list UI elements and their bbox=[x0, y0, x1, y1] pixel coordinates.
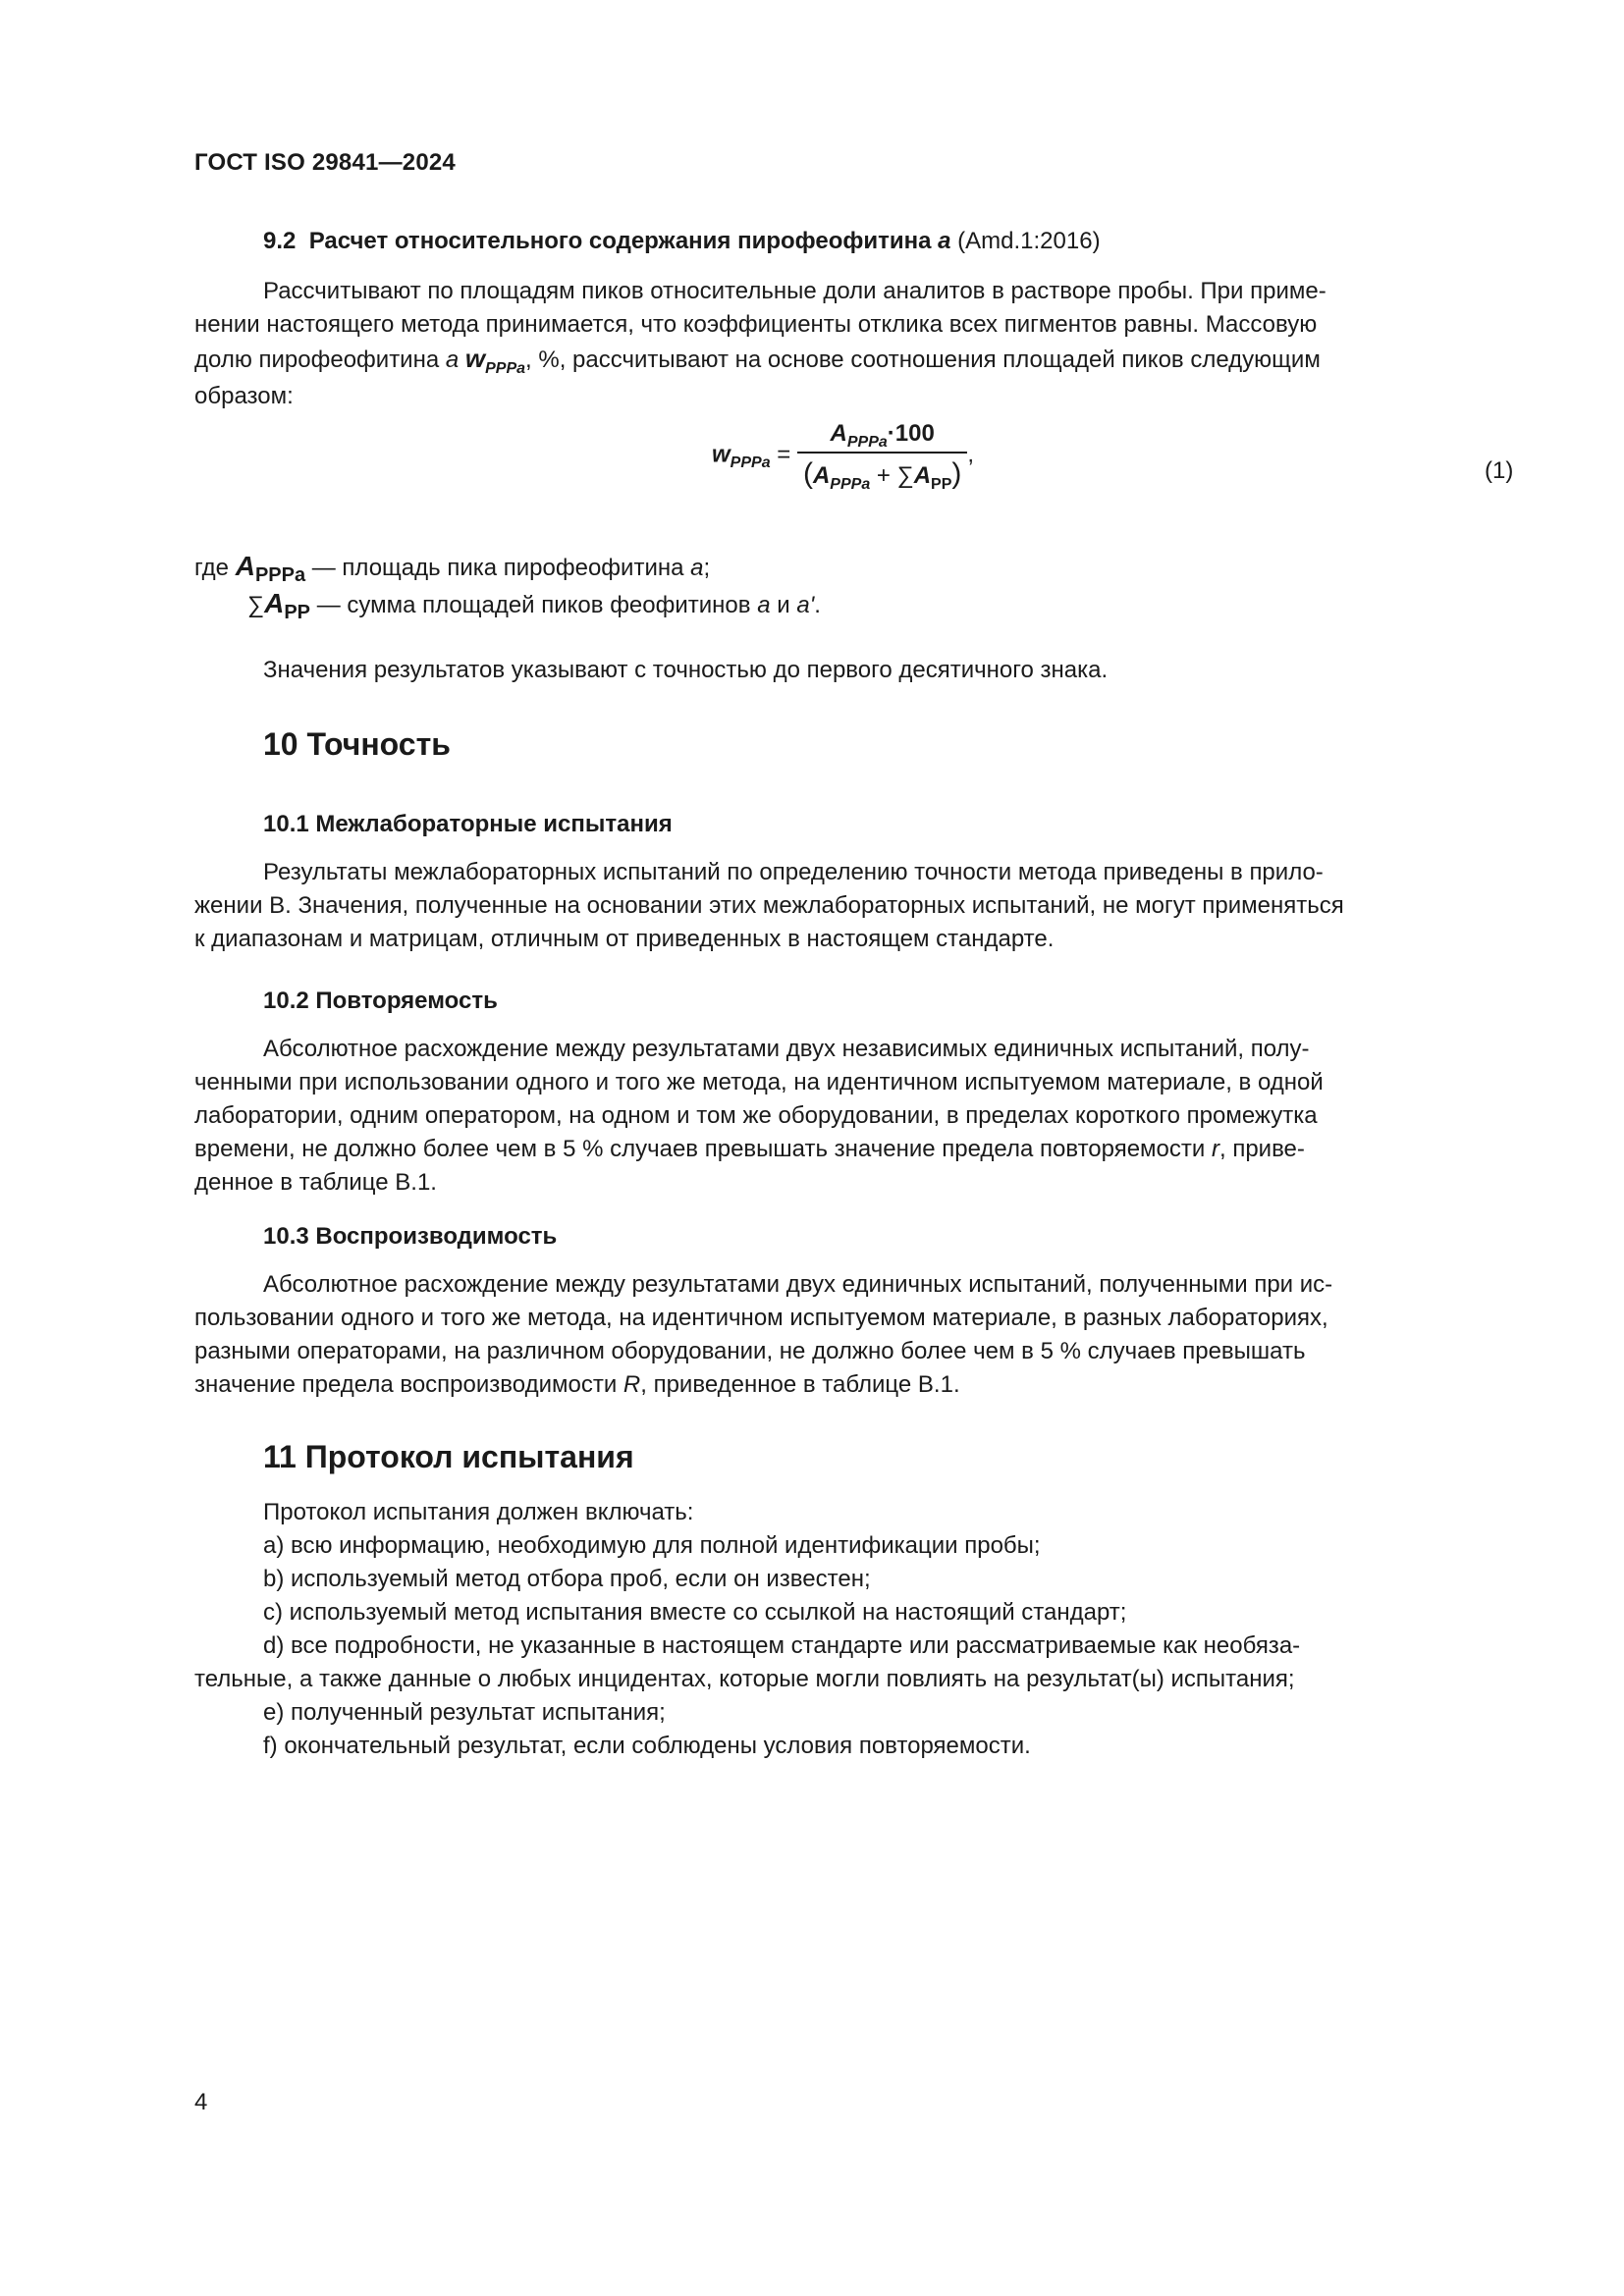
list-item: b) используемый метод отбора проб, если он известен; bbox=[263, 1566, 871, 1592]
section-10-3-paragraph: Абсолютное расхождение между результатами двух единичных испытаний, полученными при ис- пользовании одного и того же метода, на идентичном испытуемом материале, в разных лабораториях, разными операторами, на различном оборудовании, не должно более чем в 5 % случаев превышать значение предела воспроизводимости R, приведенное в таблице В.1. bbox=[194, 1271, 1333, 1398]
list-item: c) используемый метод испытания вместе со ссылкой на настоящий стандарт; bbox=[263, 1599, 1127, 1626]
section-title-note: (Amd.1:2016) bbox=[950, 228, 1101, 254]
paragraph-line: Рассчитывают по площадям пиков относительные доли аналитов в растворе пробы. При приме- bbox=[263, 278, 1326, 304]
section-title-text: Расчет относительного содержания пирофеофитина bbox=[308, 228, 939, 254]
section-10-2-title: 10.2 Повторяемость bbox=[263, 988, 498, 1014]
list-item: d) все подробности, не указанные в настоящем стандарте или рассматриваемые как необяза- bbox=[263, 1632, 1301, 1659]
section-11-heading: 11 Протокол испытания bbox=[263, 1439, 634, 1474]
formula-1: $w_{PPPa}$ = $\frac{A_{PPPa}\cdot 100}{(A_{PPPa} + \sum A_{PP})}$ , bbox=[712, 420, 975, 493]
section-10-2-paragraph: Абсолютное расхождение между результатами двух независимых единичных испытаний, полу- ченными при использовании одного и того же метода, на идентичном испытуемом материале, в одной лаборатории, одним оператором, на одном и том же оборудовании, в пределах короткого промежутка времени, не должно более чем в 5 % случаев превышать значение предела повторяемости r, приве- денное в таблице В.1. bbox=[194, 1036, 1324, 1196]
result-precision-note: Значения результатов указывают с точностью до первого десятичного знака. bbox=[263, 657, 1109, 683]
formula-lhs: w bbox=[712, 441, 731, 468]
formula-numerator: $A_{PPPa}\cdot 100$ bbox=[797, 420, 967, 454]
list-item: e) полученный результат испытания; bbox=[263, 1699, 666, 1726]
section-10-3-title: 10.3 Воспроизводимость bbox=[263, 1223, 558, 1250]
section-11-list bbox=[194, 1496, 1428, 1763]
section-title-variable: a bbox=[938, 228, 951, 254]
paragraph-line: нении настоящего метода принимается, что коэффициенты отклика всех пигментов равны. Массовую bbox=[194, 311, 1318, 338]
list-item-continuation: тельные, а также данные о любых инцидентах, которые могли повлиять на результат(ы) испытания; bbox=[194, 1666, 1295, 1692]
section-10-heading: 10 Точность bbox=[263, 726, 451, 762]
section-10-1-paragraph: Результаты межлабораторных испытаний по определению точности метода приведены в прило- жении В. Значения, полученные на основании этих межлабораторных испытаний, не могут применяться к диапазонам и матрицам, отличным от приведенных в настоящем стандарте. bbox=[194, 859, 1344, 952]
formula-fraction bbox=[797, 420, 967, 491]
section-number: 9.2 bbox=[263, 228, 297, 254]
section-9-2-paragraph bbox=[194, 275, 1428, 413]
document-header: ГОСТ ISO 29841—2024 bbox=[194, 149, 456, 176]
page-number: 4 bbox=[194, 2089, 208, 2115]
formula-number: (1) bbox=[1485, 457, 1514, 484]
list-item: f) окончательный результат, если соблюдены условия повторяемости. bbox=[263, 1733, 1031, 1759]
section-10-1-title: 10.1 Межлабораторные испытания bbox=[263, 811, 673, 837]
paragraph-line: долю пирофеофитина a $w_{PPPa}$, %, рассчитывают на основе соотношения площадей пиков следующим bbox=[194, 344, 1321, 377]
list-intro: Протокол испытания должен включать: bbox=[263, 1499, 694, 1525]
section-9-2-title bbox=[263, 228, 1101, 255]
definition-apppa: где $A_{PPPa}$ — площадь пика пирофеофитина a; bbox=[194, 551, 711, 586]
w-symbol: w bbox=[464, 344, 486, 373]
formula-denominator: $(A_{PPPa} + \sum A_{PP})$ bbox=[802, 457, 962, 493]
definition-sum-app: $\sum A_{PP}$ — сумма площадей пиков феофитинов a и a'. bbox=[247, 588, 821, 623]
paragraph-line: образом: bbox=[194, 383, 294, 409]
list-item: a) всю информацию, необходимую для полной идентификации пробы; bbox=[263, 1532, 1041, 1559]
